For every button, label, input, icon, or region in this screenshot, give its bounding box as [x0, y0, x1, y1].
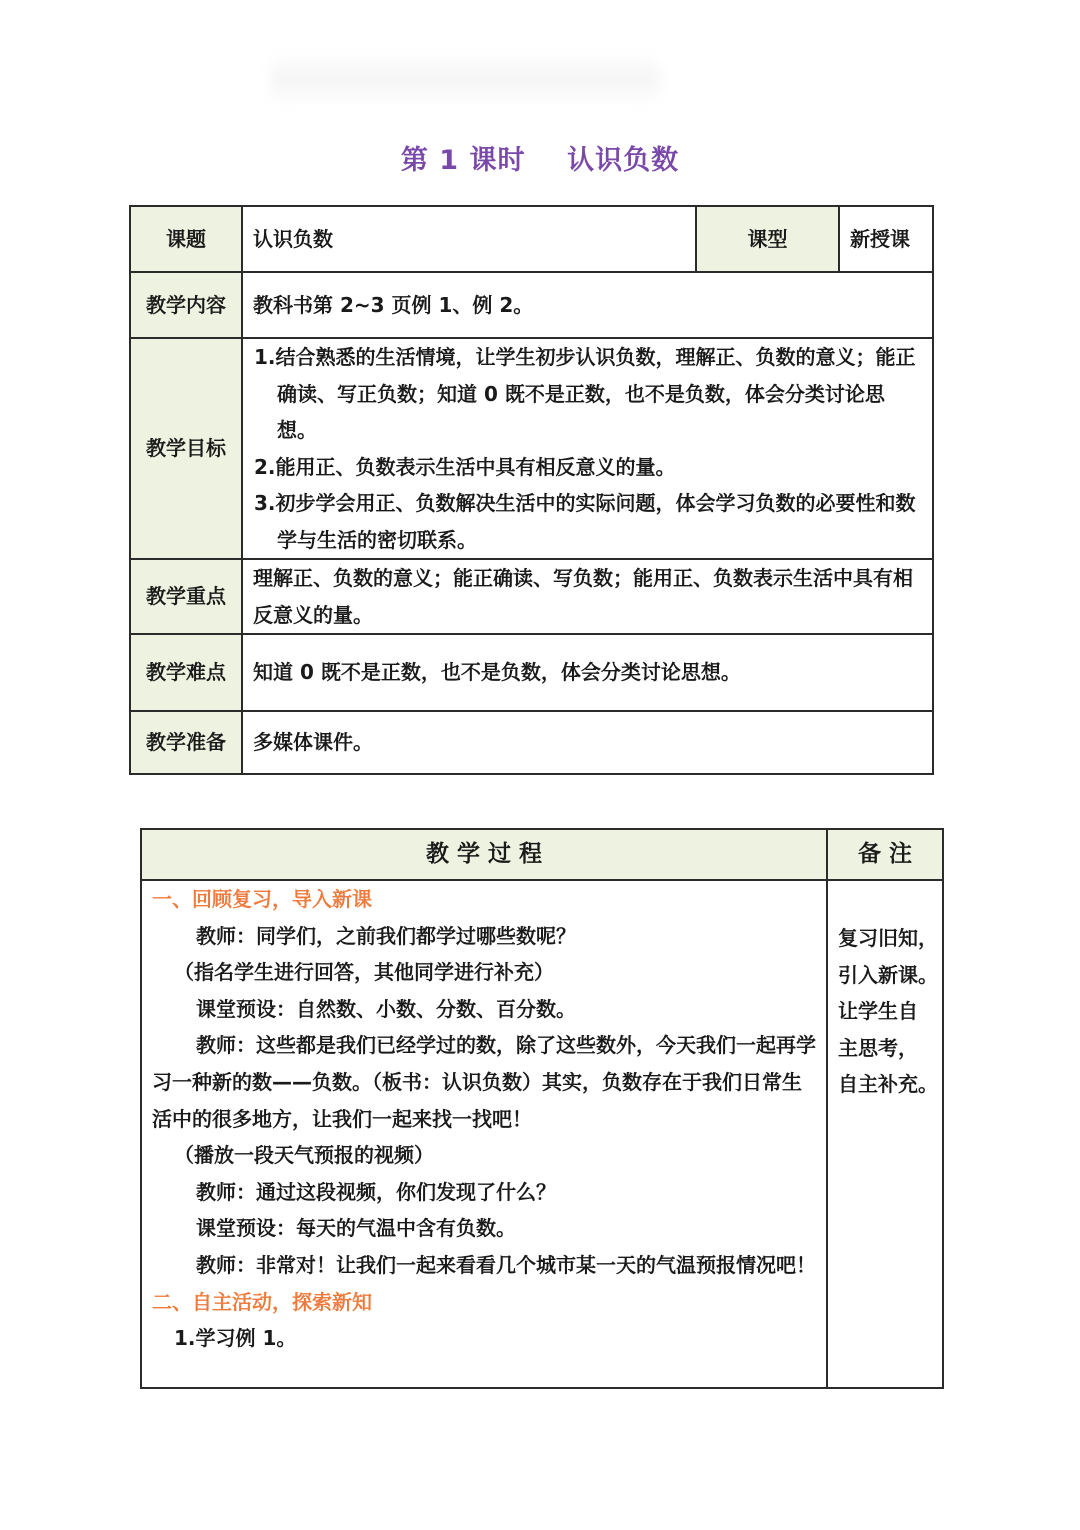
- process-header-row: [141, 829, 943, 880]
- difficulty-value: 知道 0 既不是正数，也不是负数，体会分类讨论思想。: [242, 634, 933, 711]
- process-line: 课堂预设：自然数、小数、分数、百分数。: [196, 996, 576, 1021]
- lesson-info-table: [129, 205, 934, 775]
- type-label: 课型: [696, 206, 839, 272]
- page-title: 第 1 课时 认识负数: [400, 145, 680, 176]
- goals-label: 教学目标: [130, 338, 242, 559]
- process-step: 1.学习例 1。: [174, 1326, 297, 1351]
- key-value: 理解正、负数的意义；能正确读、写负数；能用正、负数表示生活中具有相反意义的量。: [242, 559, 933, 634]
- notes-header: 备 注: [827, 829, 943, 880]
- process-line: 教师：这些都是我们已经学过的数，除了这些数外，今天我们一起再学习一种新的数——负数。（板书：认识负数）其实，负数存在于我们日常生活中的很多地方，让我们一起来找一找吧！: [152, 1033, 816, 1131]
- faded-header-watermark: [270, 52, 660, 106]
- key-row: [130, 559, 933, 634]
- goal-item: 3.初步学会用正、负数解决生活中的实际问题，体会学习负数的必要性和数学与生活的密切联系。: [254, 491, 916, 552]
- topic-row: [130, 206, 933, 272]
- notes-content: [827, 880, 943, 1388]
- process-line: （指名学生进行回答，其他同学进行补充）: [174, 960, 554, 985]
- key-label: 教学重点: [130, 559, 242, 634]
- section-heading-review: 一、回顾复习，导入新课: [152, 887, 372, 911]
- process-body-row: [141, 880, 943, 1388]
- process-line: （播放一段天气预报的视频）: [174, 1143, 434, 1168]
- prep-row: [130, 711, 933, 774]
- note-line: 主思考，: [838, 1035, 918, 1060]
- content-label: 教学内容: [130, 272, 242, 338]
- process-line: 教师：通过这段视频，你们发现了什么？: [196, 1179, 556, 1204]
- type-value: 新授课: [839, 206, 933, 272]
- note-line: 引入新课。: [838, 962, 938, 987]
- difficulty-row: [130, 634, 933, 711]
- process-content: [141, 880, 827, 1388]
- goal-item: 1.结合熟悉的生活情境，让学生初步认识负数，理解正、负数的意义；能正确读、写正负数；知道 0 既不是正数，也不是负数，体会分类讨论思想。: [254, 345, 916, 442]
- difficulty-label: 教学难点: [130, 634, 242, 711]
- content-row: [130, 272, 933, 338]
- process-line: 课堂预设：每天的气温中含有负数。: [196, 1216, 516, 1241]
- teaching-process-table: [140, 828, 944, 1389]
- note-line: 复习旧知，: [838, 926, 938, 950]
- process-line: 教师：同学们，之前我们都学过哪些数呢？: [196, 923, 576, 948]
- goals-row: [130, 338, 933, 559]
- content-value: 教科书第 2~3 页例 1、例 2。: [242, 272, 933, 338]
- prep-value: 多媒体课件。: [242, 711, 933, 774]
- goals-value: [242, 338, 933, 559]
- note-line: 让学生自: [838, 999, 918, 1024]
- section-heading-explore: 二、自主活动，探索新知: [152, 1289, 372, 1314]
- process-line: 教师：非常对！让我们一起来看看几个城市某一天的气温预报情况吧！: [196, 1252, 816, 1277]
- topic-value: 认识负数: [242, 206, 696, 272]
- goal-item: 2.能用正、负数表示生活中具有相反意义的量。: [254, 454, 676, 479]
- note-line: 自主补充。: [838, 1072, 938, 1097]
- process-header: 教 学 过 程: [141, 829, 827, 880]
- topic-label: 课题: [130, 206, 242, 272]
- prep-label: 教学准备: [130, 711, 242, 774]
